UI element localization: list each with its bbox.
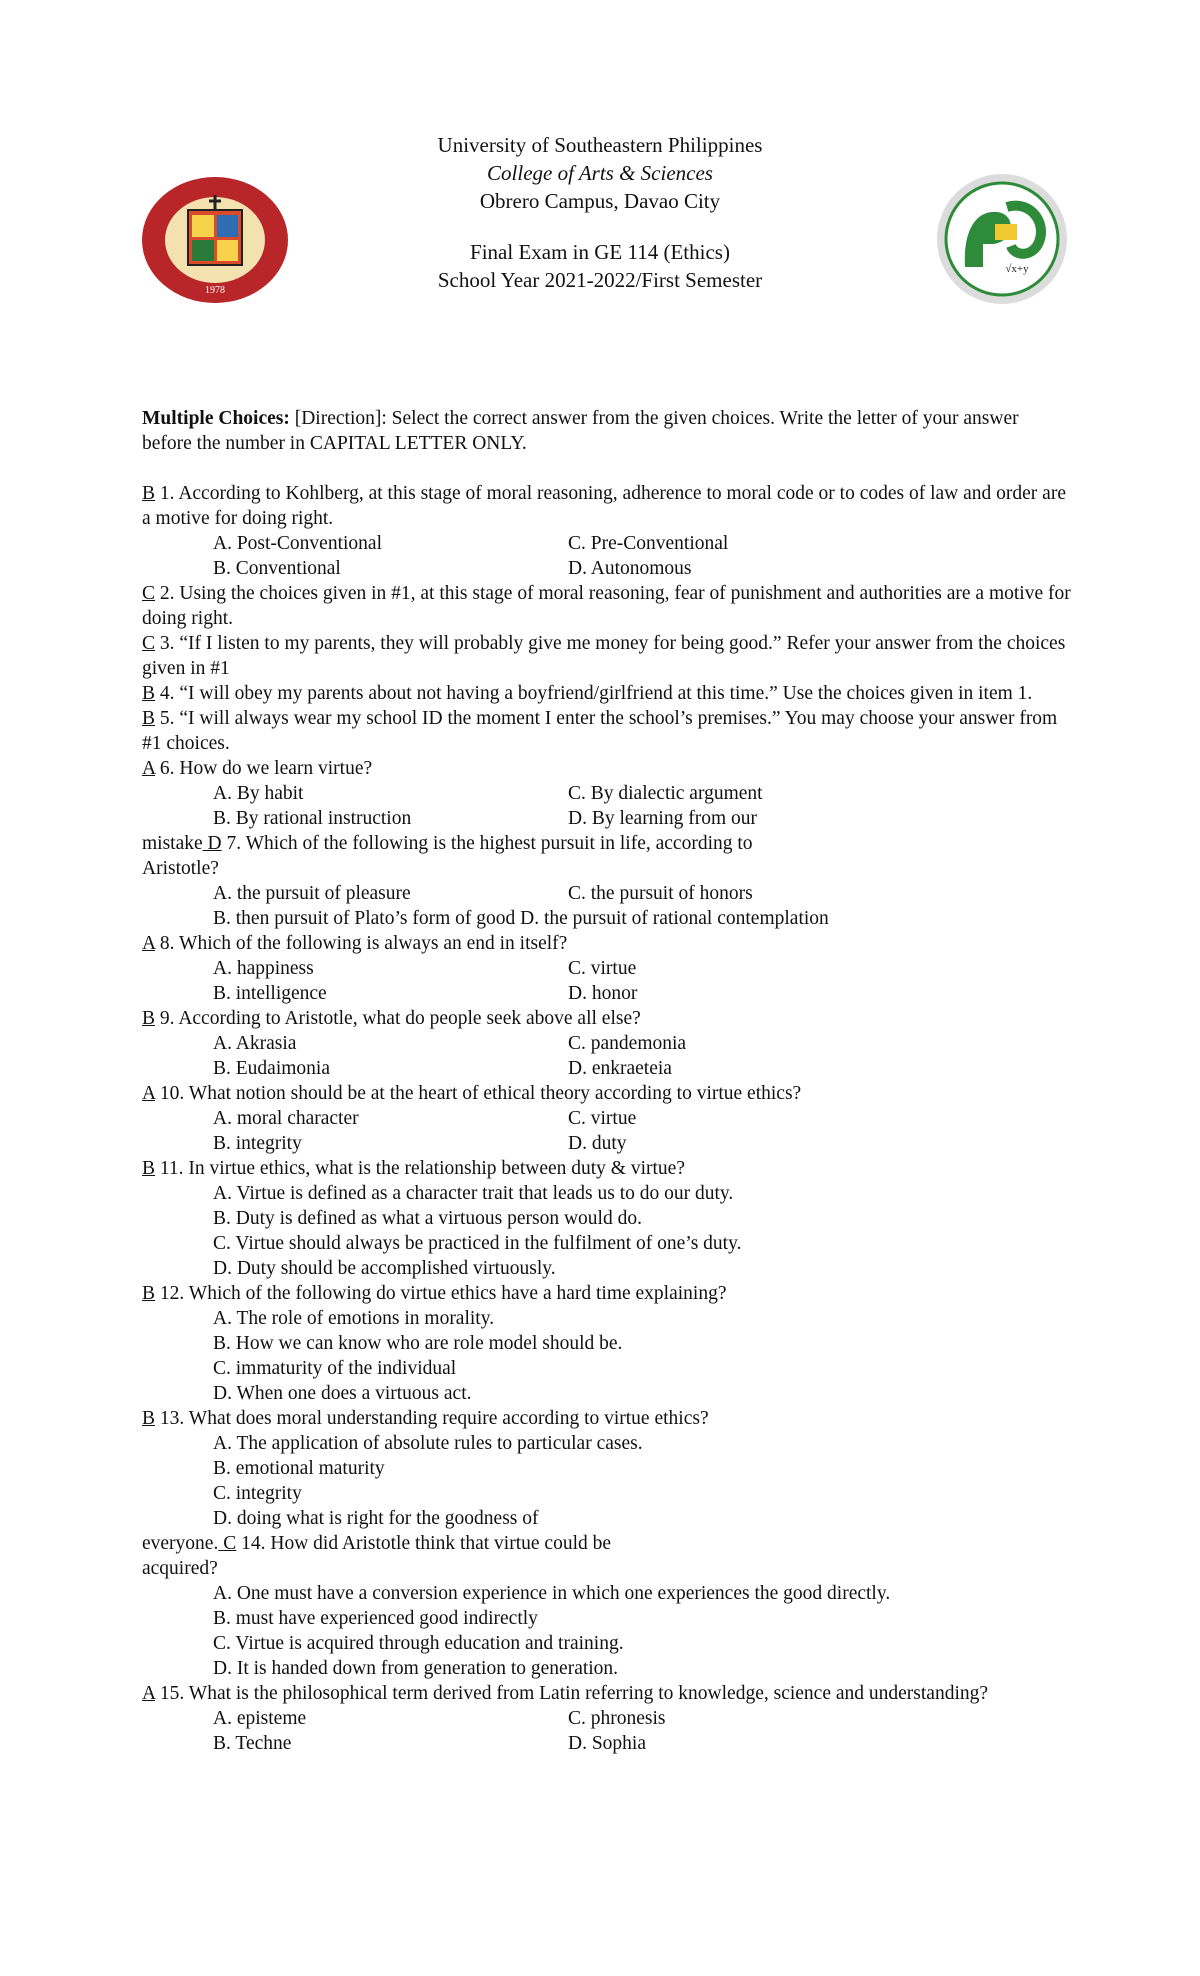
answer-letter: D [202,833,222,854]
question-text: 5. “I will always wear my school ID the moment I enter the school’s premises.” You may choose your answer from #1 choices. [142,708,1058,754]
choice: C. the pursuit of honors [568,883,753,904]
answer-letter: C [218,1533,237,1554]
choice: A. Post-Conventional [213,533,382,554]
question-12 [142,1281,1072,1306]
choice: C. phronesis [568,1708,666,1729]
answer-letter: B [142,483,156,504]
choice: B. integrity [213,1133,302,1154]
answer-letter: B [142,683,156,704]
question-5 [142,706,1072,756]
question-3 [142,631,1072,681]
answer-letter: A [142,1683,156,1704]
question-14 [142,1531,1072,1556]
choice: C. By dialectic argument [568,783,763,804]
choice: D. Autonomous [568,558,692,579]
choice-row [142,531,1072,556]
question-15 [142,1681,1072,1706]
directions-label: Multiple Choices: [142,408,290,429]
choice-row [142,781,1072,806]
choice-row [142,1056,1072,1081]
choice: C. integrity [213,1483,302,1504]
question-11 [142,1156,1072,1181]
choice: B. By rational instruction [213,808,412,829]
choice-row [142,556,1072,581]
choice: B. intelligence [213,983,327,1004]
answer-letter: B [142,708,156,729]
answer-letter: B [142,1408,156,1429]
question-list [142,481,1072,1756]
answer-letter: A [142,1083,156,1104]
choice: D. Sophia [568,1733,646,1754]
answer-letter: C [142,633,156,654]
question-text: 8. Which of the following is always an end in itself? [155,933,568,954]
choice: A. the pursuit of pleasure [213,883,411,904]
choice: D. Duty should be accomplished virtuously. [213,1258,556,1279]
question-text: 7. Which of the following is the highest pursuit in life, according to [221,833,753,854]
institution-header [0,131,1200,215]
question-text: 13. What does moral understanding require according to virtue ethics? [155,1408,709,1429]
carryover-text: everyone. [142,1533,219,1554]
choice: C. virtue [568,958,637,979]
choice: B. Conventional [213,558,341,579]
choice-row [142,1031,1072,1056]
choice: D. honor [568,983,638,1004]
answer-letter: B [142,1158,156,1179]
choice: A. happiness [213,958,314,979]
question-text: 11. In virtue ethics, what is the relationship between duty & virtue? [155,1158,685,1179]
answer-letter: B [142,1283,156,1304]
choice-row [142,1706,1072,1731]
choice-row [142,1731,1072,1756]
choice: C. Virtue is acquired through education and training. [213,1633,624,1654]
choice: B. How we can know who are role model should be. [213,1333,623,1354]
question-10 [142,1081,1072,1106]
choice: D. duty [568,1133,627,1154]
question-text: 12. Which of the following do virtue ethics have a hard time explaining? [155,1283,727,1304]
choice: A. moral character [213,1108,359,1129]
choice: D. enkraeteia [568,1058,672,1079]
question-1 [142,481,1072,531]
seal-year: 1978 [205,285,225,296]
exam-header [0,238,1200,294]
question-6 [142,756,1072,781]
choice-row [142,981,1072,1006]
question-text-continued: acquired? [142,1558,218,1579]
question-text: 14. How did Aristotle think that virtue could be [236,1533,612,1554]
answer-letter: C [142,583,156,604]
question-text: 3. “If I listen to my parents, they will probably give me money for being good.” Refer your answer from the choices given in #1 [142,633,1066,679]
choice: D. By learning from our [568,808,758,829]
choice-row [142,1131,1072,1156]
choice: B. Duty is defined as what a virtuous person would do. [213,1208,642,1229]
question-4 [142,681,1072,706]
directions-text: [Direction]: Select the correct answer from the given choices. Write the letter of your answer before the number in CAPITAL LETTER ONLY. [142,408,1019,454]
question-text: 2. Using the choices given in #1, at this stage of moral reasoning, fear of punishment and authorities are a motive for doing right. [142,583,1071,629]
school-year: School Year 2021-2022/First Semester [437,268,763,292]
question-13 [142,1406,1072,1431]
choice: B. emotional maturity [213,1458,385,1479]
choice: A. The role of emotions in morality. [213,1308,495,1329]
question-8 [142,931,1072,956]
question-2 [142,581,1072,631]
question-text: 9. According to Aristotle, what do people seek above all else? [155,1008,641,1029]
university-name: University of Southeastern Philippines [437,133,763,157]
choice: B. must have experienced good indirectly [213,1608,538,1629]
choice: A. One must have a conversion experience in which one experiences the good directly. [213,1583,891,1604]
choice: A. By habit [213,783,304,804]
question-text: 4. “I will obey my parents about not having a boyfriend/girlfriend at this time.” Use the choices given in item 1. [155,683,1033,704]
choice: C. immaturity of the individual [213,1358,457,1379]
carryover-text: mistake [142,833,203,854]
choice: A. Virtue is defined as a character trait that leads us to do our duty. [213,1183,734,1204]
campus-name: Obrero Campus, Davao City [479,189,721,213]
college-name: College of Arts & Sciences [487,161,713,185]
question-9 [142,1006,1072,1031]
svg-text:√x+y: √x+y [1005,263,1029,275]
choice: D. doing what is right for the goodness of [213,1508,539,1529]
directions [142,406,1072,456]
answer-letter: A [142,758,156,779]
choice: A. episteme [213,1708,307,1729]
choice-row [142,1106,1072,1131]
question-7 [142,831,1072,856]
question-text: 1. According to Kohlberg, at this stage of moral reasoning, adherence to moral code or to codes of law and order are a motive for doing right. [142,483,1066,529]
question-text: 15. What is the philosophical term derived from Latin referring to knowledge, science and understanding? [155,1683,989,1704]
choice: A. Akrasia [213,1033,297,1054]
answer-letter: B [142,1008,156,1029]
question-text: 10. What notion should be at the heart of ethical theory according to virtue ethics? [155,1083,802,1104]
choice: B. Eudaimonia [213,1058,330,1079]
exam-body [142,406,1072,1756]
choice-row-wide: B. then pursuit of Plato’s form of good D. the pursuit of rational contemplation [213,908,829,929]
choice: B. Techne [213,1733,292,1754]
question-text: 6. How do we learn virtue? [155,758,373,779]
choice: D. When one does a virtuous act. [213,1383,472,1404]
choice-row [142,806,1072,831]
choice: C. Virtue should always be practiced in the fulfilment of one’s duty. [213,1233,742,1254]
choice-row [142,881,1072,906]
exam-title: Final Exam in GE 114 (Ethics) [470,240,730,264]
answer-letter: A [142,933,156,954]
choice: A. The application of absolute rules to particular cases. [213,1433,643,1454]
question-text-continued: Aristotle? [142,858,219,879]
choice: C. Pre-Conventional [568,533,729,554]
choice: D. It is handed down from generation to generation. [213,1658,619,1679]
choice-row [142,956,1072,981]
choice: C. virtue [568,1108,637,1129]
choice: C. pandemonia [568,1033,687,1054]
